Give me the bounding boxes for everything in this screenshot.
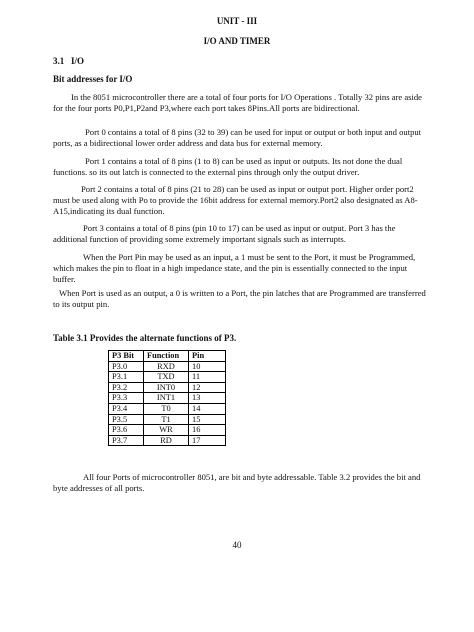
cell-function: T1 [144, 414, 189, 425]
table-row [109, 382, 226, 393]
paragraph-ports-overview: In the 8051 microcontroller there are a total of four ports for I/O Operations . Totally 32 pins are aside for the four ports P0,P1,P2and P3,where each port takes 8Pins.All ports are bidirectional. [53, 92, 422, 114]
table-header-row [109, 351, 226, 362]
cell-pin: 13 [189, 393, 226, 404]
cell-function: TXD [144, 372, 189, 383]
cell-pin: 12 [189, 382, 226, 393]
paragraph-port0: Port 0 contains a total of 8 pins (32 to 39) can be used for input or output or both input and output ports, as a bidirectional lower order address and data bus for external memory. [53, 127, 422, 149]
paragraph-output-mode: When Port is used as an output, a 0 is written to a Port, the pin latches that are Programmed are transferred to its output pin. [53, 288, 426, 310]
cell-pin: 11 [189, 372, 226, 383]
subsection-heading: Bit addresses for I/O [53, 74, 133, 84]
cell-bit: P3.6 [109, 425, 144, 436]
paragraph-closing: All four Ports of microcontroller 8051, are bit and byte addressable. Table 3.2 provides the bit and byte addresses of all ports. [53, 472, 421, 494]
header-pin: Pin [189, 351, 226, 362]
cell-function: INT0 [144, 382, 189, 393]
cell-pin: 14 [189, 403, 226, 414]
cell-function: RXD [144, 361, 189, 372]
table-row [109, 414, 226, 425]
page-number: 40 [232, 540, 242, 550]
header-p3-bit: P3 Bit [109, 351, 144, 362]
chapter-title: I/O AND TIMER [203, 36, 271, 46]
p3-alternate-functions-table [108, 350, 226, 446]
cell-bit: P3.3 [109, 393, 144, 404]
cell-bit: P3.0 [109, 361, 144, 372]
table-row [109, 403, 226, 414]
paragraph-port2: Port 2 contains a total of 8 pins (21 to 28) can be used as input or output port. Higher order port2 must be used along with Po to provide the 16bit address for external memory.Port2 also designated as A8-A15,indicating its dual function. [53, 184, 418, 217]
cell-function: $\overline{WR}$ [144, 425, 189, 436]
cell-bit: P3.1 [109, 372, 144, 383]
table-row [109, 361, 226, 372]
cell-bit: P3.4 [109, 403, 144, 414]
cell-function: INT1 [144, 393, 189, 404]
cell-bit: P3.7 [109, 435, 144, 446]
cell-function: T0 [144, 403, 189, 414]
cell-bit: P3.2 [109, 382, 144, 393]
table-row [109, 393, 226, 404]
cell-pin: 17 [189, 435, 226, 446]
cell-pin: 16 [189, 425, 226, 436]
unit-heading: UNIT - III [216, 16, 258, 26]
header-function: Function [144, 351, 189, 362]
paragraph-port1: Port 1 contains a total of 8 pins (1 to 8) can be used as input or outputs. Its not done the dual functions. so its out latch is connected to the external pins through only the output driver. [53, 156, 403, 178]
cell-pin: 10 [189, 361, 226, 372]
paragraph-port3: Port 3 contains a total of 8 pins (pin 10 to 17) can be used as input or output. Port 3 has the additional function of providing some extremely important signals such as interrupts. [53, 223, 396, 245]
section-heading: 3.1 I/O [53, 56, 85, 66]
table-row [109, 435, 226, 446]
table-caption: Table 3.1 Provides the alternate functions of P3. [53, 333, 237, 343]
cell-bit: P3.5 [109, 414, 144, 425]
cell-function: $\overline{RD}$ [144, 435, 189, 446]
paragraph-input-mode: When the Port Pin may be used as an input, a 1 must be sent to the Port, it must be Programmed, which makes the pin to float in a high impedance state, and the pin is essentially connected to the input buffer. [53, 252, 416, 285]
table-row [109, 372, 226, 383]
cell-pin: 15 [189, 414, 226, 425]
table-row [109, 425, 226, 436]
